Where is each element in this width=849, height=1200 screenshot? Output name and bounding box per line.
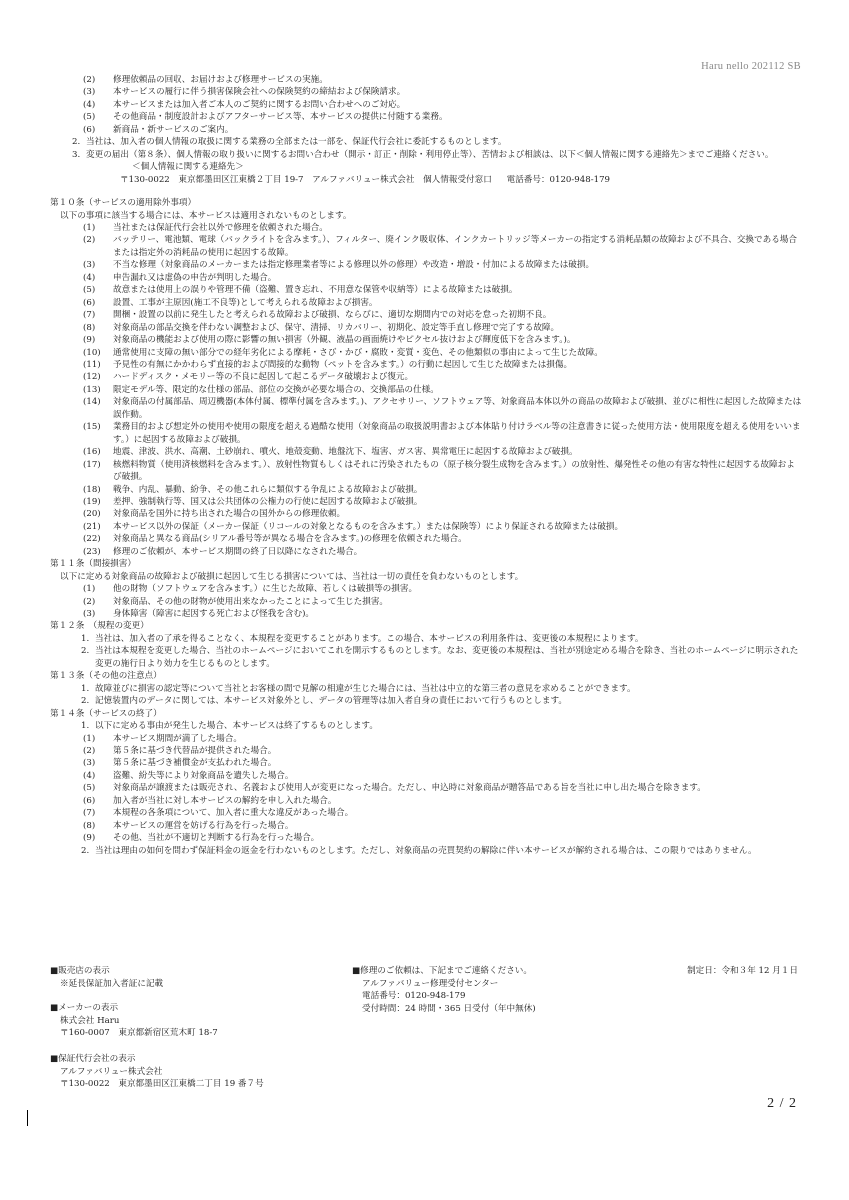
repair-title: ■修理のご依頼は、下記までご連絡ください。 <box>352 966 532 976</box>
text-cursor-marker <box>27 1110 28 1126</box>
item-text: その他、当社が不適切と判断する行為を行った場合。 <box>113 833 320 844</box>
list-item <box>50 149 802 161</box>
list-item <box>50 496 802 508</box>
article-14-heading: 第１４条（サービスの終了） <box>50 708 162 719</box>
list-item <box>50 645 802 670</box>
item-text: 記憶装置内のデータに関しては、本サービス対象外とし、データの管理等は加入者自身の責任において行うものとします。 <box>95 696 567 707</box>
item-text: 本サービス期間が満了した場合。 <box>113 733 242 744</box>
repair-block <box>352 965 536 1015</box>
item-text: 当社は本規程を変更した場合、当社のホームページにおいてこれを開示するものとします。なお、変更後の本規程は、当社が別途定める場合を除き、当社のホームページに明示された変更の施行日より効力を生じるものとします。 <box>95 646 799 669</box>
list-item <box>50 521 802 533</box>
item-number: (20) <box>83 509 101 520</box>
item-number: (8) <box>83 820 96 831</box>
list-item <box>50 334 802 346</box>
item-number: (18) <box>83 484 101 495</box>
list-item <box>50 111 802 123</box>
item-number: (16) <box>83 447 101 458</box>
item-number: (5) <box>83 783 96 794</box>
item-text: 地震、津波、洪水、高潮、土砂崩れ、噴火、地殻変動、地盤沈下、塩害、ガス害、異常電圧に起因する故障および破損。 <box>113 447 578 458</box>
item-number: (2) <box>83 75 96 85</box>
list-item <box>50 459 802 484</box>
item-number: 2. <box>81 696 90 707</box>
item-text: 通常使用に支障の無い部分での経年劣化による摩耗・さび・かび・腐敗・変質・変色、その他類似の事由によって生じた故障。 <box>113 347 603 358</box>
item-text: 当社は、加入者の了承を得ることなく、本規程を変更することがあります。この場合、本サービスの利用条件は、変更後の本規程によります。 <box>95 633 644 644</box>
item-number: (3) <box>83 260 96 271</box>
maker-block <box>50 1002 218 1040</box>
item-number: (6) <box>83 297 96 308</box>
item-number: (6) <box>83 124 96 135</box>
list-item <box>50 446 802 458</box>
item-number: (7) <box>83 808 96 819</box>
item-number: (22) <box>83 534 101 545</box>
item-number: (5) <box>83 285 96 296</box>
article-10-items <box>50 222 802 558</box>
item-text: 業務目的および想定外の使用や使用の限度を超える過酷な使用（対象商品の取扱説明書および本体貼り付けラベル等の注意書きに従った使用方法・使用限度を超える使用をいいます。）に起因する故障および破損。 <box>113 422 801 445</box>
list-item <box>50 347 802 359</box>
list-item <box>50 86 802 98</box>
item-number: (12) <box>83 372 101 383</box>
privacy-contact-phone: 電話番号：0120-948-179 <box>506 174 611 185</box>
item-number: (3) <box>83 87 96 98</box>
clause-text: 以下に定める事由が発生した場合、本サービスは終了するものとします。 <box>95 721 378 732</box>
item-text: 加入者が当社に対し本サービスの解約を申し入れた場合。 <box>113 795 337 806</box>
list-item <box>50 546 802 558</box>
list-item <box>50 807 802 819</box>
item-number: (1) <box>83 584 96 595</box>
repair-phone: 電話番号：0120-948-179 <box>362 991 466 1001</box>
list-item <box>50 733 802 745</box>
guarantor-address: 〒130-0022 東京都墨田区江東橋二丁目 19 番７号 <box>60 1079 264 1089</box>
privacy-contact-line <box>50 174 802 186</box>
article-11-intro: 以下に定める対象商品の故障および破損に起因して生じる損害については、当社は一切の責任を負わないものとします。 <box>60 571 524 582</box>
item-number: (4) <box>83 272 96 283</box>
list-item <box>50 272 802 284</box>
list-item <box>50 322 802 334</box>
item-text: その他商品・制度設計およびアフターサービス等、本サービスの提供に付随する業務。 <box>113 112 448 123</box>
list-item <box>50 583 802 595</box>
item-text: 変更の届出（第８条）、個人情報の取り扱いに関するお問い合わせ（開示・訂正・削除・利用停止等）、苦情および相談は、以下＜個人情報に関する連絡先＞までご連絡ください。 <box>86 149 774 160</box>
item-number: (17) <box>83 459 101 470</box>
list-item <box>50 533 802 545</box>
repair-center: アルファバリュー修理受付センター <box>362 978 499 989</box>
list-item <box>50 124 802 136</box>
list-item <box>50 820 802 832</box>
item-text: 申告漏れ又は虚偽の申告が判明した場合。 <box>113 272 277 283</box>
item-text: 限定モデル等、限定的な仕様の部品、部位の交換が必要な場合の、交換部品の仕様。 <box>113 384 439 395</box>
item-text: 修理のご依頼が、本サービス期間の終了日以降になされた場合。 <box>113 546 363 557</box>
item-text: 対象商品を国外に持ち出された場合の国外からの修理依頼。 <box>113 509 346 520</box>
item-text: 対象商品が譲渡または販売され、名義および使用人が変更になった場合。ただし、申込時に対象商品が贈答品である旨を当社に申し出た場合を除きます。 <box>113 783 706 794</box>
item-text: 設置、工事が主原因(施工不良等)として考えられる故障および損害。 <box>113 297 378 308</box>
item-text: 第５条に基づき代替品が提供された場合。 <box>113 746 277 757</box>
item-text: 対象商品の付属部品、周辺機器(本体付属、標準付属を含みます。)、アクセサリー、ソフトウェア等、対象商品本体以外の商品の故障および破損、並びに相性に起因した故障または誤作動。 <box>113 397 802 420</box>
list-item <box>50 757 802 769</box>
item-number: (19) <box>83 496 101 507</box>
item-number: 2. <box>81 646 90 657</box>
clause-text: 当社は理由の如何を問わず保証料金の返金を行わないものとします。ただし、対象商品の売買契約の解除に伴い本サービスが解約される場合は、この限りではありません。 <box>95 845 757 856</box>
list-item <box>50 234 802 259</box>
list-item <box>50 359 802 371</box>
article-11-heading: 第１１条（間接損害） <box>50 559 136 570</box>
repair-hours: 受付時間：24 時間・365 日受付（年中無休) <box>362 1003 536 1014</box>
article-13-items <box>50 683 802 708</box>
item-text: 戦争、内乱、暴動、紛争、その他これらに類似する争乱による故障および破損。 <box>113 484 423 495</box>
seller-block <box>50 965 163 990</box>
list-item <box>50 832 802 844</box>
item-number: (2) <box>83 746 96 757</box>
item-text: 対象商品と異なる商品(シリアル番号等が異なる場合を含みます。)の修理を依頼された場合。 <box>113 534 467 545</box>
article-10-heading: 第１０条（サービスの適用除外事項） <box>50 198 197 209</box>
clause-number: 1. <box>81 721 90 732</box>
item-number: (10) <box>83 347 101 358</box>
item-text: 当社は、加入者の個人情報の取扱に関する業務の全部または一部を、保証代行会社に委託するものとします。 <box>86 137 507 148</box>
seller-note: ※延長保証加入者証に記載 <box>60 978 164 989</box>
item-number: (4) <box>83 99 96 110</box>
item-text: 差押、強制執行等、国又は公共団体の公権力の行使に起因する故障および破損。 <box>113 496 423 507</box>
item-text: 本サービスの履行に伴う損害保険会社への保険契約の締結および保険請求。 <box>113 87 406 98</box>
item-text: 核燃料物質（使用済核燃料を含みます。）、放射性物質もしくはそれに汚染されたもの（原子核分裂生成物を含みます。）の放射性、爆発性その他の有害な特性に起因する故障および破損。 <box>113 459 795 483</box>
guarantor-block <box>50 1053 264 1091</box>
list-item <box>50 782 802 794</box>
item-number: (4) <box>83 770 96 781</box>
article-14-clause-1 <box>50 720 802 732</box>
article-14-clause-2 <box>50 845 802 857</box>
item-number: 3. <box>72 149 81 160</box>
seller-title: ■販売店の表示 <box>50 966 110 976</box>
item-text: 本サービス以外の保証（メーカー保証（リコールの対象となるものを含みます。）または保険等）により保証される故障または破損。 <box>113 521 624 532</box>
list-item <box>50 259 802 271</box>
list-item <box>50 99 802 111</box>
list-item <box>50 770 802 782</box>
item-number: (9) <box>83 335 96 346</box>
list-item <box>50 396 802 421</box>
maker-address: 〒160-0007 東京都新宿区荒木町 18-7 <box>60 1028 218 1038</box>
item-text: 対象商品の部品交換を伴わない調整および、保守、清掃、リカバリー、初期化、設定等手直し修理で完了する故障。 <box>113 322 560 333</box>
list-item <box>50 596 802 608</box>
list-item <box>50 795 802 807</box>
item-text: 故意または使用上の誤りや管理不備（盗難、置き忘れ、不用意な保管や収納等）による故障または破損。 <box>113 285 518 296</box>
item-number: 1. <box>81 633 90 644</box>
established-date-text: 制定日：令和３年 12 月１日 <box>687 966 798 976</box>
privacy-clause-list <box>50 136 802 161</box>
list-item <box>50 484 802 496</box>
item-text: 本サービスの運営を妨げる行為を行った場合。 <box>113 820 294 831</box>
item-number: (14) <box>83 397 101 408</box>
item-text: ハードディスク・メモリー等の不良に起因して起こるデータ破壊および復元。 <box>113 372 414 383</box>
privacy-purpose-list <box>50 74 802 136</box>
item-number: (21) <box>83 521 101 532</box>
article-12-items <box>50 633 802 670</box>
list-item <box>50 695 802 707</box>
maker-title: ■メーカーの表示 <box>50 1003 119 1013</box>
item-text: 対象商品の機能および使用の際に影響の無い損害（外観、液晶の画面焼けやピクセル抜けおよび輝度低下を含みます。)。 <box>113 335 576 346</box>
item-number: (7) <box>83 310 96 321</box>
item-number: (9) <box>83 833 96 844</box>
list-item <box>50 74 802 86</box>
item-number: (2) <box>83 596 96 607</box>
article-11-items <box>50 583 802 620</box>
item-number: (23) <box>83 546 101 557</box>
list-item <box>50 371 802 383</box>
list-item <box>50 384 802 396</box>
page-number: 2 / 2 <box>767 1096 797 1111</box>
item-text: 他の財物（ソフトウェアを含みます。）に生じた故障、若しくは破損等の損害。 <box>113 584 418 595</box>
item-text: 不当な修理（対象商品のメーカーまたは指定修理業者等による修理以外の修理）や改造・増設・付加による故障または破損。 <box>113 260 595 271</box>
item-number: (2) <box>83 235 96 246</box>
terms-body <box>50 74 802 857</box>
list-item <box>50 633 802 645</box>
item-text: 予見性の有無にかかわらず直接的および間接的な動物（ペットを含みます。）の行動に起因して生じた故障または損傷。 <box>113 359 573 370</box>
item-number: (3) <box>83 609 96 620</box>
list-item <box>50 421 802 446</box>
item-text: 開梱・設置の以前に発生したと考えられる故障および破損、ならびに、適切な期間内での対応を怠った初期不良。 <box>113 310 552 321</box>
item-text: バッテリー、電池類、電球（バックライトを含みます。）、フィルター、廃インク吸収体、インクカートリッジ等メーカーの指定する消耗品類の故障および不具合、交換である場合または指定外の消耗品の使用に起因する故障。 <box>113 235 797 258</box>
item-text: 故障並びに損害の認定等について当社とお客様の間で見解の相違が生じた場合には、当社は中立的な第三者の意見を求めることができます。 <box>95 683 636 694</box>
item-text: 修理依頼品の回収、お届けおよび修理サービスの実施。 <box>113 75 328 85</box>
document-code: Haru nello 202112 SB <box>701 61 801 72</box>
list-item <box>50 136 802 148</box>
list-item <box>50 745 802 757</box>
item-number: 1. <box>81 683 90 694</box>
item-number: (13) <box>83 384 101 395</box>
privacy-contact-address: 〒130-0022 東京都墨田区江東橋２丁目 19-7 アルファバリュー株式会社 個人情報受付窓口 <box>120 174 492 185</box>
item-text: 新商品・新サービスのご案内。 <box>113 124 234 135</box>
item-number: (3) <box>83 758 96 769</box>
established-date <box>687 965 798 978</box>
item-text: 対象商品、その他の財物が使用出来なかったことによって生じた損害。 <box>113 596 389 607</box>
item-number: 2. <box>72 137 81 148</box>
item-text: 本サービスまたは加入者ご本人のご契約に関するお問い合わせへのご対応。 <box>113 99 406 110</box>
item-number: (5) <box>83 112 96 123</box>
list-item <box>50 297 802 309</box>
list-item <box>50 508 802 520</box>
clause-number: 2. <box>81 845 90 856</box>
privacy-contact-title: ＜個人情報に関する連絡先＞ <box>132 162 244 173</box>
item-text: 本規程の各条項について、加入者に重大な違反があった場合。 <box>113 808 354 819</box>
item-text: 当社または保証代行会社以外で修理を依頼された場合。 <box>113 222 328 233</box>
item-number: (1) <box>83 733 96 744</box>
list-item <box>50 222 802 234</box>
guarantor-title: ■保証代行会社の表示 <box>50 1054 136 1064</box>
list-item <box>50 608 802 620</box>
item-text: 身体障害（障害に起因する死亡および怪我を含む)。 <box>113 609 315 620</box>
item-number: (15) <box>83 422 101 433</box>
item-text: 盗難、紛失等により対象商品を遺失した場合。 <box>113 770 294 781</box>
list-item <box>50 309 802 321</box>
item-text: 第５条に基づき補償金が支払われた場合。 <box>113 758 277 769</box>
item-number: (11) <box>83 359 101 370</box>
article-14-items <box>50 733 802 845</box>
item-number: (6) <box>83 795 96 806</box>
article-13-heading: 第１３条（その他の注意点） <box>50 671 162 682</box>
maker-name: 株式会社 Haru <box>60 1015 120 1026</box>
article-10-intro: 以下の事項に該当する場合には、本サービスは適用されないものとします。 <box>60 210 352 221</box>
list-item <box>50 683 802 695</box>
item-number: (1) <box>83 222 96 233</box>
guarantor-name: アルファバリュー株式会社 <box>60 1066 163 1077</box>
item-number: (8) <box>83 322 96 333</box>
list-item <box>50 284 802 296</box>
article-12-heading: 第１２条 （規程の変更） <box>50 621 149 632</box>
